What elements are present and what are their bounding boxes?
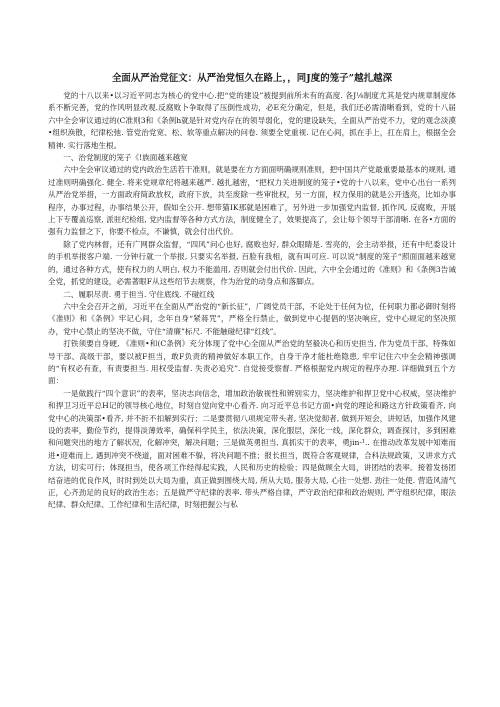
body-paragraph: 六中全会召开之前，习近平在全面从严治党的“新长征”，广阔党员干部，不论处于任何为位，任何职力都必御时刻将《准则》和《条例》牢记心间，念年自身“紧蒋咒”，严格全行禁止，做到党中心提倡的坚决响应，党中心规定的坚决照办，党中心禁止的坚决不做，守住“清廉”标尺. 不能触碰纪律“红线”。 — [48, 301, 456, 336]
document-title: 全面从严治党征文：从严治党恒久在路上，，同J度的笼子”越扎越深 — [111, 73, 393, 84]
body-paragraph: 除了党内林督，还有广网群众监督，“四风”问心也好, 腐败也好, 群众眼睛是. 雪亮的，会主动举报，还有中纪委设计的手机举报客户端. 一分钟行就一个举报, 只要实名举报, 百脸有我相，就有叫可应. 可以说“制度的笼子“照面面越来越宽的，通过各种方式，使有权力的人明白, 权力不能滥用, 否则就会付出代价. 因此，六中全会通过的《准则》和《条例3告诫全党，抓党的建设，必需著眼F从这些绍节去规察，作为治党的动身点和落脚点。 — [48, 239, 456, 287]
document-body — [48, 90, 456, 512]
section-heading: 一、治党制度的笼子《!族面越来越宽 — [63, 153, 188, 163]
body-paragraph: 打铁须要自身硬, 《准则•和(C条例》充分体现了党中心全面从严治党的坚毅决心和历史担当, 作为党员干部、特殊如导干部、高级干部，要以被F担当，敢F负责的精神做好本职工作，自身干净才能杜绝隐患, 牢牢记住六中全会精神强调的“有权必有查，有责要担当. 用权受监督. 失责必追究”. 自觉接受察督. 严格根据党内规定的程序办理. 详细做到五个方面： — [48, 339, 456, 386]
body-paragraph: 六中全会审议通过的党内政治生活若干准则，就是要在方方面面明确规则准则，把中国共产党最重要最基本的规则, 通过准则明确强化. 健全. 将来党规章纪将越来越严. 越扎越密，“把权力关进制度的笼子•党的十八以来，党中心出台一系列从严治党举措，一方面政府简政放权，政府下放，共至废除一些审批权，另一方面，权力保用的就是公开透亮，比如办事程序，办事过程，办事结果公开，假如全公开. 想带猫IK那就是困难了，另外进一步加强党内监督, 抓作风, 反腐败，开展上下专覆盖巡察, 派驻纪检组, 党内监督等各种方式方法，制度健全了，效果提高了，会让每个领导干部清晰. 在各•方面的强有力监督之下，你要不检点，不谦慎，就会付出代价。 — [48, 165, 456, 237]
body-paragraph: 党的十八以来•以习近平同志为核心的党中心.把“党的建设”被提到前所未有的高度. 各J⅛制度尤其是党内规章制度体系不断完善，党的作风明显改观.反腐败卜争取得了压倒性成功，必E充分确定，但是，我们还必需清晰看到，党的十八届六中全会审议通过的(C准则3和《条例h就是针对党内存在的领导弱化，党的建设缺失，全面从严治党不力，党的观念淡漠•组织涣散，纪律松弛. 管党治党宽、松、软等重点解决的问卷. 须要全党重视. 记在心间，抓在手上，扛在肩上，根据全会精神. 实行落地生根。 — [48, 91, 456, 150]
section-heading: 二、履职尽责. 勇于担当. 守住底线. 不碰红线 — [63, 289, 215, 299]
body-paragraph: 一是做践行“四个意识”的表率，坚决志向信念，增加政治敏视性和辨别实力，坚决维护和捍卫党中心权威，坚决维护和捍卫习近平总H记的领导核心地位，时刻自觉向党中心看齐. 向习近平总书记方面•向党的理论和路这方针政策看齐, 向党中心的决策部•看齐, 并不折不扣解到实行；二是要贯彻八项规定带头者, 坚决觉彻者, 做到开短会，讲短话，加强作风建设的表率，勤俭节约，提得淡薄效率，确保科学民主，依法决策，深化服层，深化一线，深化群众，调查探讨，多到困难和问题突出的地方了解状况，化解冲突，解决问题；三是做英勇担当, 真抓实干的表率，勇jin-¹.. 在推动改革发展中知难而进•迎难而上, 遇到冲突不绕道，面对困难不躲，将决问题不推；报长担当，既符合客观规律，合科法规政策，又讲求方式方法，切实可行；体现担当，使各项工作经得起实践，人民和历史的检验；四是做顾全大局，讲团结的表率。接着发扬团结奋进的优良作风，时时到处以大局为重，真正做到围绕大局, 所从大局, 服务大局, 心往一处想. 劲往一处使. 营造风清气正，心齐劲足的良好的政治生态；五是做严守纪律的表率. 带头严格自律，严守政治纪律和政治规则, 严守组织纪律，眼法纪律、群众纪律、工作纪律和生活纪律，时刻把握公与私 — [48, 388, 456, 510]
